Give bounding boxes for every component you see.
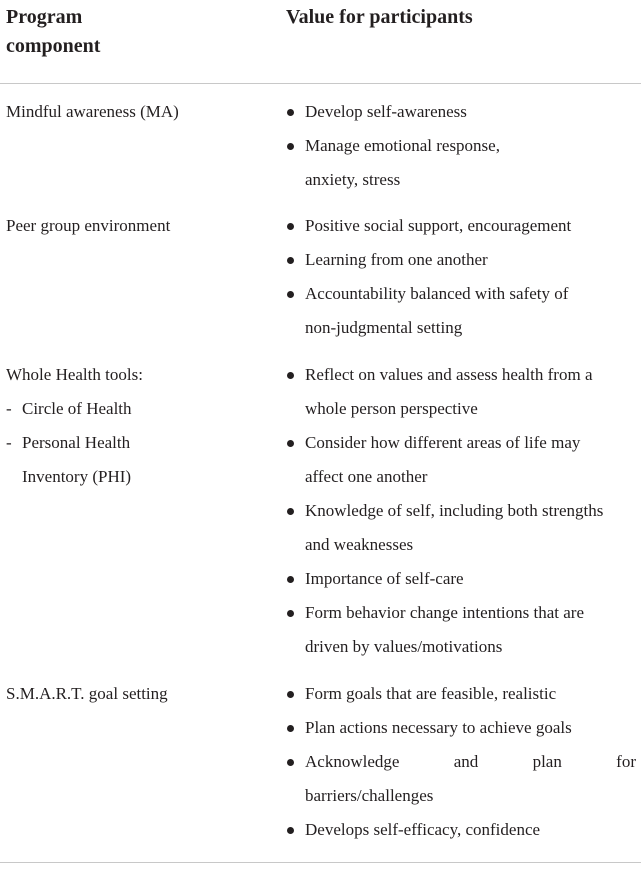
- list-item: [286, 243, 636, 277]
- component-label: S.M.A.R.T. goal setting: [6, 684, 168, 703]
- value-line: Develops self-efficacy, confidence: [305, 820, 541, 839]
- value-line: Learning from one another: [305, 250, 488, 269]
- value-line: whole person perspective: [305, 399, 478, 418]
- header-program-component: [6, 3, 256, 61]
- value-line: affect one another: [305, 467, 428, 486]
- subitem-line: Inventory (PHI): [22, 467, 132, 486]
- subitem: [6, 426, 266, 494]
- row-values-smart-goal-setting: [286, 677, 636, 847]
- table-bottom-rule: [0, 862, 641, 863]
- list-item: [286, 494, 636, 562]
- list-item: [286, 277, 636, 345]
- list-item: [286, 95, 636, 129]
- component-label: Whole Health tools:: [6, 365, 143, 384]
- row-values-whole-health-tools: [286, 358, 636, 664]
- value-line: Accountability balanced with safety of: [305, 284, 569, 303]
- value-line: and weaknesses: [305, 535, 414, 554]
- value-line: Importance of self-care: [305, 569, 464, 588]
- list-item: [286, 677, 636, 711]
- row-values-peer-group: [286, 209, 636, 345]
- value-line: driven by values/motivations: [305, 637, 503, 656]
- row-values-mindful-awareness: [286, 95, 636, 197]
- header-divider: [0, 83, 641, 84]
- list-item: [286, 562, 636, 596]
- list-item: [286, 209, 636, 243]
- list-item: [286, 745, 636, 813]
- list-item: [286, 596, 636, 664]
- list-item: [286, 711, 636, 745]
- subitem-line: - Circle of Health: [22, 399, 132, 418]
- row-component-mindful-awareness: [6, 95, 266, 129]
- subitem: [6, 392, 266, 426]
- value-line: Acknowledge and plan for: [305, 752, 636, 771]
- value-line: anxiety, stress: [305, 170, 401, 189]
- value-line: Reflect on values and assess health from a: [305, 365, 593, 384]
- row-component-whole-health-tools: [6, 358, 266, 494]
- component-label: Peer group environment: [6, 216, 171, 235]
- value-line: Consider how different areas of life may: [305, 433, 581, 452]
- header-line: Program: [6, 6, 83, 28]
- list-item: [286, 426, 636, 494]
- component-label: Mindful awareness (MA): [6, 102, 179, 121]
- row-component-peer-group: [6, 209, 266, 243]
- value-line: Develop self-awareness: [305, 102, 467, 121]
- list-item: [286, 358, 636, 426]
- value-line: Manage emotional response,: [305, 136, 500, 155]
- list-item: [286, 129, 636, 197]
- subitem-line: - Personal Health: [22, 433, 131, 452]
- header-line: component: [6, 35, 101, 57]
- list-item: [286, 813, 636, 847]
- value-line: Positive social support, encouragement: [305, 216, 572, 235]
- value-line: Form goals that are feasible, realistic: [305, 684, 557, 703]
- value-line: Knowledge of self, including both strengths: [305, 501, 604, 520]
- header-value-for-participants: Value for participants: [286, 6, 473, 28]
- component-subitems: [6, 392, 266, 494]
- value-line: Plan actions necessary to achieve goals: [305, 718, 572, 737]
- value-line: non-judgmental setting: [305, 318, 463, 337]
- value-line: barriers/challenges: [305, 786, 434, 805]
- row-component-smart-goal-setting: [6, 677, 266, 711]
- value-line: Form behavior change intentions that are: [305, 603, 584, 622]
